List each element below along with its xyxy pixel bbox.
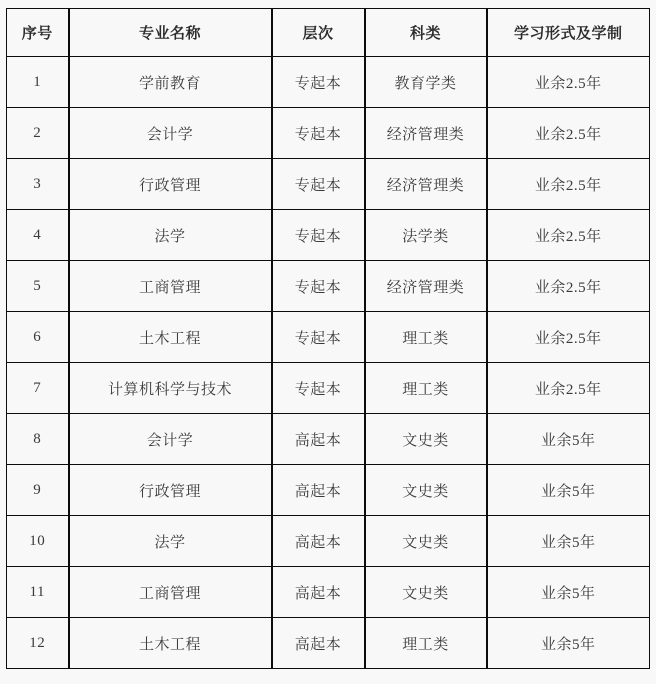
cell-seq: 8 xyxy=(7,414,69,465)
cell-major: 法学 xyxy=(69,210,272,261)
cell-level: 专起本 xyxy=(272,312,365,363)
table-row xyxy=(7,108,650,159)
cell-seq: 7 xyxy=(7,363,69,414)
table-body xyxy=(7,57,650,669)
cell-schedule: 业余2.5年 xyxy=(487,57,650,108)
cell-schedule: 业余5年 xyxy=(487,414,650,465)
cell-major: 行政管理 xyxy=(69,465,272,516)
table-row xyxy=(7,210,650,261)
cell-level: 高起本 xyxy=(272,516,365,567)
table-header-row xyxy=(7,9,650,57)
cell-seq: 10 xyxy=(7,516,69,567)
cell-seq: 5 xyxy=(7,261,69,312)
cell-level: 专起本 xyxy=(272,210,365,261)
cell-schedule: 业余2.5年 xyxy=(487,210,650,261)
header-seq: 序号 xyxy=(7,9,69,57)
program-table xyxy=(6,8,650,669)
cell-schedule: 业余5年 xyxy=(487,465,650,516)
header-major: 专业名称 xyxy=(69,9,272,57)
cell-schedule: 业余2.5年 xyxy=(487,108,650,159)
cell-major: 会计学 xyxy=(69,108,272,159)
cell-schedule: 业余2.5年 xyxy=(487,261,650,312)
cell-seq: 6 xyxy=(7,312,69,363)
cell-major: 土木工程 xyxy=(69,618,272,669)
cell-schedule: 业余5年 xyxy=(487,567,650,618)
cell-level: 专起本 xyxy=(272,363,365,414)
cell-category: 文史类 xyxy=(365,567,487,618)
cell-seq: 1 xyxy=(7,57,69,108)
table-row xyxy=(7,312,650,363)
cell-category: 文史类 xyxy=(365,516,487,567)
cell-level: 高起本 xyxy=(272,465,365,516)
cell-level: 专起本 xyxy=(272,57,365,108)
header-level: 层次 xyxy=(272,9,365,57)
cell-category: 文史类 xyxy=(365,414,487,465)
cell-category: 理工类 xyxy=(365,312,487,363)
cell-category: 经济管理类 xyxy=(365,108,487,159)
cell-level: 专起本 xyxy=(272,261,365,312)
cell-category: 经济管理类 xyxy=(365,261,487,312)
table-row xyxy=(7,159,650,210)
table-row xyxy=(7,516,650,567)
cell-level: 高起本 xyxy=(272,567,365,618)
cell-seq: 9 xyxy=(7,465,69,516)
cell-category: 文史类 xyxy=(365,465,487,516)
cell-major: 会计学 xyxy=(69,414,272,465)
table-row xyxy=(7,57,650,108)
table-row xyxy=(7,465,650,516)
table-row xyxy=(7,414,650,465)
cell-seq: 11 xyxy=(7,567,69,618)
cell-category: 理工类 xyxy=(365,618,487,669)
cell-level: 专起本 xyxy=(272,159,365,210)
cell-major: 学前教育 xyxy=(69,57,272,108)
cell-major: 法学 xyxy=(69,516,272,567)
cell-seq: 3 xyxy=(7,159,69,210)
cell-level: 专起本 xyxy=(272,108,365,159)
cell-schedule: 业余5年 xyxy=(487,618,650,669)
cell-category: 经济管理类 xyxy=(365,159,487,210)
table-row xyxy=(7,618,650,669)
cell-schedule: 业余2.5年 xyxy=(487,363,650,414)
table-header xyxy=(7,9,650,57)
table-row xyxy=(7,363,650,414)
cell-category: 教育学类 xyxy=(365,57,487,108)
cell-category: 理工类 xyxy=(365,363,487,414)
cell-level: 高起本 xyxy=(272,618,365,669)
cell-major: 工商管理 xyxy=(69,261,272,312)
cell-seq: 4 xyxy=(7,210,69,261)
cell-major: 行政管理 xyxy=(69,159,272,210)
table-row xyxy=(7,261,650,312)
cell-category: 法学类 xyxy=(365,210,487,261)
cell-schedule: 业余5年 xyxy=(487,516,650,567)
cell-major: 计算机科学与技术 xyxy=(69,363,272,414)
cell-seq: 12 xyxy=(7,618,69,669)
cell-level: 高起本 xyxy=(272,414,365,465)
cell-major: 土木工程 xyxy=(69,312,272,363)
cell-schedule: 业余2.5年 xyxy=(487,159,650,210)
header-schedule: 学习形式及学制 xyxy=(487,9,650,57)
cell-major: 工商管理 xyxy=(69,567,272,618)
header-category: 科类 xyxy=(365,9,487,57)
cell-seq: 2 xyxy=(7,108,69,159)
cell-schedule: 业余2.5年 xyxy=(487,312,650,363)
table-row xyxy=(7,567,650,618)
